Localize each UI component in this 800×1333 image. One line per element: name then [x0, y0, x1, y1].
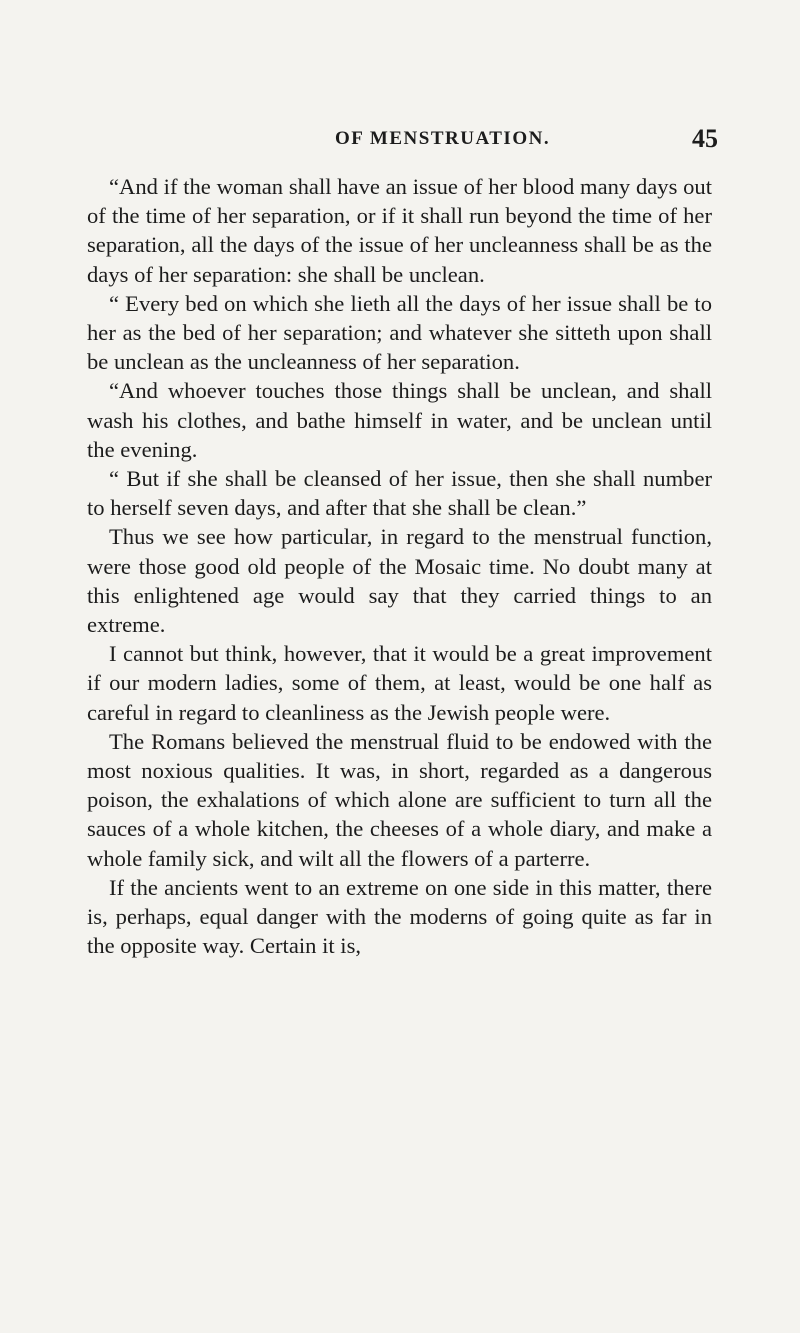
paragraph-6: I cannot but think, however, that it would be a great improvement if our modern ladies, some of them, at least, would be one half as careful in regard to cleanliness as the Jewish people were.	[87, 641, 712, 725]
paragraph-7: The Romans believed the menstrual fluid to be endowed with the most noxious qualities. It was, in short, regarded as a dangerous poison, the exhalations of which alone are sufficient to turn all the sauces of a whole kitchen, the cheeses of a whole diary, and make a whole family sick, and wilt all the flowers of a parterre.	[87, 728, 712, 871]
running-head: OF MENSTRUATION.	[335, 128, 551, 149]
paragraph-5: Thus we see how particular, in regard to the menstrual function, were those good old people of the Mosaic time. No doubt many at this enlightened age would say that they carried things to an extreme.	[87, 524, 712, 638]
body-text	[87, 172, 712, 960]
paragraph-1: “And if the woman shall have an issue of her blood many days out of the time of her separation, or if it shall run beyond the time of her separation, all the days of the issue of her uncleanness shall be as the days of her separation: she shall be unclean.	[87, 174, 712, 287]
page-header	[80, 124, 720, 156]
page-number: 45	[692, 124, 718, 153]
paragraph-8: If the ancients went to an extreme on one side in this matter, there is, perhaps, equal danger with the moderns of going quite as far in the opposite way. Certain it is,	[87, 874, 712, 959]
paragraph-2: “ Every bed on which she lieth all the days of her issue shall be to her as the bed of her separation; and whatever she sitteth upon shall be unclean as the uncleanness of her separation.	[87, 290, 712, 375]
paragraph-3: “And whoever touches those things shall be unclean, and shall wash his clothes, and bathe himself in water, and be unclean until the evening.	[87, 378, 712, 462]
paragraph-4: “ But if she shall be cleansed of her issue, then she shall number to herself seven days, and after that she shall be clean.”	[87, 466, 712, 521]
